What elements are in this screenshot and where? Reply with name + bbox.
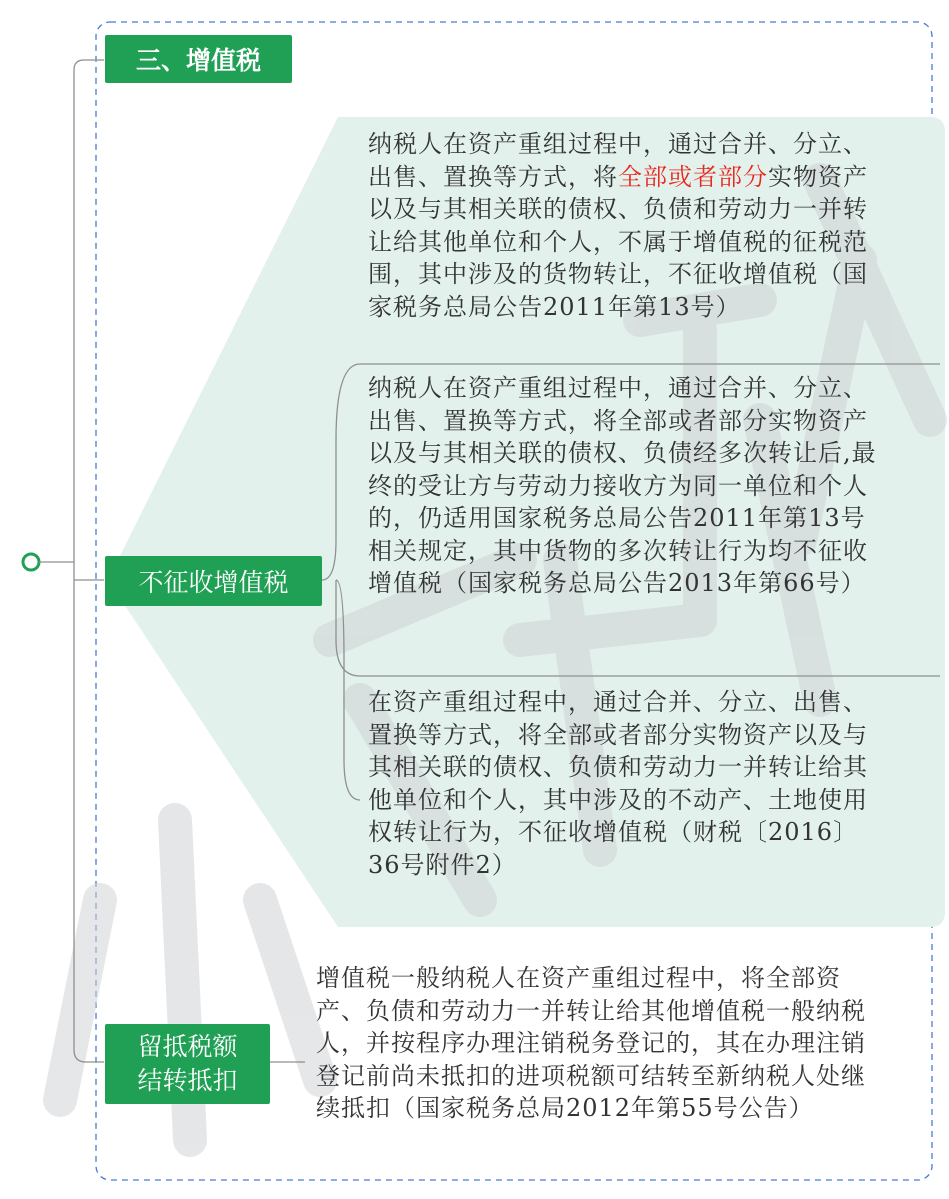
leaf-no-tax-2 xyxy=(368,372,880,600)
branch-credit-label-line2: 结转抵扣 xyxy=(137,1066,238,1095)
branch-credit-label-line1: 留抵税额 xyxy=(137,1032,238,1061)
leaf-credit-text: 增值税一般纳税人在资产重组过程中，将全部资产、负债和劳动力一并转让给其他增值税一般纳税人，并按程序办理注销税务登记的，其在办理注销登记前尚未抵扣的进项税额可结转至新纳税人处继续抵扣（国家税务总局2012年第55号公告） xyxy=(316,964,866,1122)
title-label: 三、增值税 xyxy=(135,46,261,75)
leaf-no-tax-1-before: 纳税人在资产重组过程中，通过合并、分立、出售、置换等方式，将 xyxy=(368,130,868,191)
branch-no-tax-label: 不征收增值税 xyxy=(138,568,289,597)
leaf-no-tax-2-text: 纳税人在资产重组过程中，通过合并、分立、出售、置换等方式，将全部或者部分实物资产以及与其相关联的债权、负债经多次转让后,最终的受让方与劳动力接收方为同一单位和个人的，仍适用国家税务总局公告2011年第13号相关规定，其中货物的多次转让行为均不征收增值税（国家税务总局公告2013年第66号） xyxy=(368,374,877,597)
leaf-no-tax-1 xyxy=(368,128,880,323)
title-node[interactable] xyxy=(105,35,292,83)
branch-no-tax-node[interactable] xyxy=(105,556,322,606)
leaf-no-tax-3 xyxy=(368,686,880,881)
branch-credit-node[interactable] xyxy=(105,1024,270,1104)
leaf-no-tax-1-highlight: 全部或者部分 xyxy=(618,162,768,191)
leaf-credit xyxy=(316,962,888,1125)
leaf-no-tax-3-text: 在资产重组过程中，通过合并、分立、出售、置换等方式，将全部或者部分实物资产以及与其相关联的债权、负债和劳动力一并转让给其他单位和个人，其中涉及的不动产、土地使用权转让行为，不征收增值税（财税〔2016〕36号附件2） xyxy=(368,688,868,879)
root-node[interactable] xyxy=(23,554,39,570)
leaf-no-tax-1-after: 实物资产以及与其相关联的债权、负债和劳动力一并转让给其他单位和个人，不属于增值税的征税范围，其中涉及的货物转让，不征收增值税（国家税务总局公告2011年第13号） xyxy=(368,162,868,321)
